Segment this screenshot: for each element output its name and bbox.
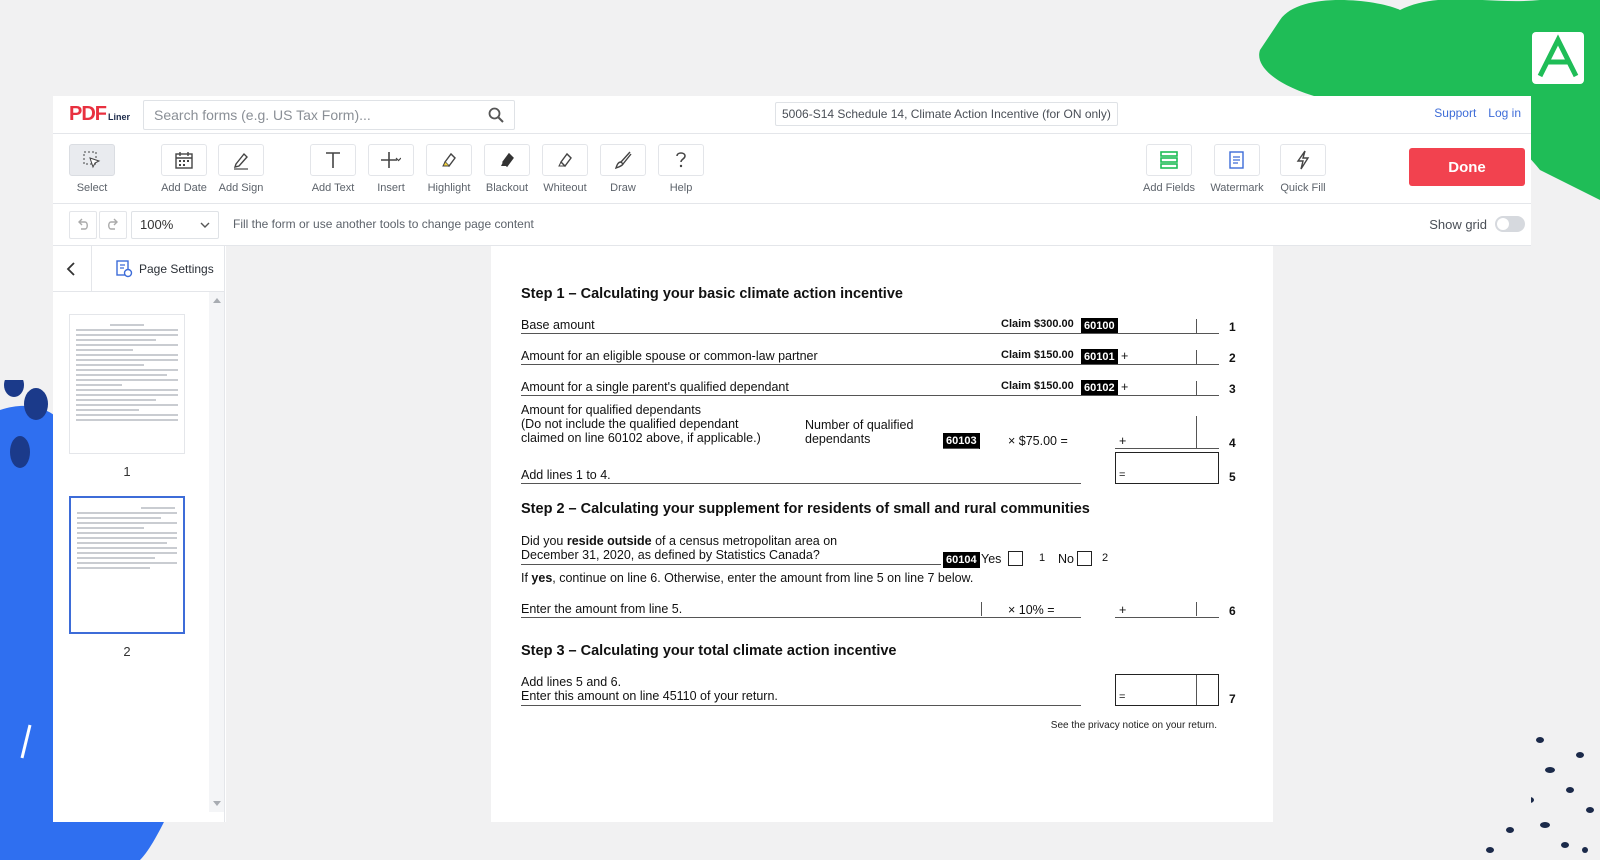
blackout-marker-icon	[497, 150, 517, 170]
form-page	[491, 246, 1273, 822]
step2-instruction-post: , continue on line 6. Otherwise, enter the amount from line 5 on line 7 below.	[552, 571, 974, 585]
header-links	[1434, 106, 1521, 120]
highlighter-icon	[439, 150, 459, 170]
line2-label: Amount for an eligible spouse or common-law partner	[521, 349, 818, 363]
page-settings-button[interactable]	[115, 260, 214, 278]
login-link[interactable]: Log in	[1488, 106, 1521, 120]
done-button[interactable]: Done	[1409, 148, 1525, 186]
search-input[interactable]	[154, 107, 488, 123]
add-fields-label: Add Fields	[1143, 182, 1195, 194]
line7-number: 7	[1229, 692, 1236, 706]
step2-question-bold: reside outside	[566, 534, 652, 548]
add-sign-label: Add Sign	[218, 182, 264, 194]
add-text-tool[interactable]	[304, 144, 362, 194]
select-label: Select	[76, 182, 108, 194]
chevron-down-icon	[200, 221, 210, 229]
sub-toolbar	[53, 204, 1531, 246]
no-checkbox[interactable]	[1077, 551, 1092, 566]
add-sign-tool[interactable]	[212, 144, 270, 194]
scroll-down-arrow-icon[interactable]	[213, 801, 221, 806]
line3-label: Amount for a single parent's qualified dependant	[521, 380, 789, 394]
step2-question-post: of a census metropolitan area on	[651, 534, 838, 548]
editor-hint: Fill the form or use another tools to change page content	[233, 217, 534, 231]
highlight-label: Highlight	[427, 182, 471, 194]
pdfliner-logo[interactable]	[69, 103, 130, 126]
line7-label-a: Add lines 5 and 6.	[521, 675, 622, 689]
line1-label: Base amount	[521, 318, 595, 332]
line1-number: 1	[1229, 320, 1236, 334]
yes-checkbox[interactable]	[1008, 551, 1023, 566]
line5-op: =	[1119, 469, 1126, 481]
redo-icon	[106, 218, 120, 232]
line6-label: Enter the amount from line 5.	[521, 602, 683, 616]
line2-number: 2	[1229, 351, 1236, 365]
logo-sub: Liner	[108, 112, 131, 122]
logo-main: PDF	[69, 103, 106, 125]
privacy-notice: See the privacy notice on your return.	[1050, 720, 1217, 731]
line5-label: Add lines 1 to 4.	[521, 468, 611, 482]
blackout-tool[interactable]	[478, 144, 536, 194]
step2-question-pre: Did you	[521, 534, 567, 548]
calendar-icon	[174, 150, 194, 170]
top-bar	[53, 96, 1531, 134]
toolbar	[53, 134, 1531, 204]
document-canvas	[226, 246, 1531, 822]
line2-code: 60101	[1081, 349, 1118, 365]
undo-button[interactable]	[69, 211, 97, 239]
whiteout-tool[interactable]	[536, 144, 594, 194]
quick-fill-label: Quick Fill	[1280, 182, 1326, 194]
text-icon	[323, 150, 343, 170]
show-grid-toggle[interactable]	[1429, 216, 1525, 232]
zoom-value: 100%	[140, 217, 174, 232]
step3-title: Step 3 – Calculating your total climate action incentive	[521, 643, 897, 659]
line2-op: +	[1121, 349, 1129, 363]
line4-label-a: Amount for qualified dependants	[521, 403, 701, 417]
select-tool[interactable]	[63, 144, 121, 194]
step2-instruction-bold: yes	[531, 571, 553, 585]
line4-number: 4	[1229, 436, 1236, 450]
line3-number: 3	[1229, 382, 1236, 396]
step2-question	[521, 534, 837, 548]
watermark-label: Watermark	[1210, 182, 1264, 194]
line6-number: 6	[1229, 604, 1236, 618]
step2-title: Step 2 – Calculating your supplement for residents of small and rural communities	[521, 501, 1090, 517]
yes-code: 1	[1039, 552, 1046, 564]
step1-title: Step 1 – Calculating your basic climate action incentive	[521, 286, 903, 302]
step2-instruction-pre: If	[521, 571, 532, 585]
signature-pen-icon	[231, 150, 251, 170]
line5-total-box[interactable]	[1115, 452, 1219, 484]
add-text-label: Add Text	[311, 182, 355, 194]
line4-count-b: dependants	[805, 432, 871, 446]
line3-op: +	[1121, 380, 1129, 394]
line3-claim: Claim $150.00	[1001, 380, 1074, 392]
line4-code: 60103	[943, 433, 980, 449]
line1-claim: Claim $300.00	[1001, 318, 1074, 330]
line3-code: 60102	[1081, 380, 1118, 396]
page-number-1: 1	[123, 464, 131, 479]
line4-op: +	[1119, 434, 1127, 448]
support-link[interactable]: Support	[1434, 106, 1477, 120]
editor-window	[53, 96, 1531, 822]
add-date-tool[interactable]	[155, 144, 213, 194]
help-tool[interactable]	[652, 144, 710, 194]
insert-label: Insert	[377, 182, 405, 194]
line7-op: =	[1119, 691, 1126, 703]
line4-count-a: Number of qualified	[805, 418, 914, 432]
no-label: No	[1058, 552, 1074, 566]
line5-number: 5	[1229, 470, 1236, 484]
draw-tool[interactable]	[594, 144, 652, 194]
help-label: Help	[669, 182, 693, 194]
line4-label-b: (Do not include the qualified dependant	[521, 417, 739, 431]
page-settings-label: Page Settings	[139, 262, 214, 276]
highlight-tool[interactable]	[420, 144, 478, 194]
watermark-icon	[1227, 150, 1247, 170]
page-sidebar	[53, 246, 225, 822]
add-date-label: Add Date	[161, 182, 207, 194]
scroll-up-arrow-icon[interactable]	[213, 298, 221, 303]
add-fields-tool[interactable]	[1140, 144, 1198, 194]
no-code: 2	[1102, 552, 1109, 564]
fields-icon	[1159, 150, 1179, 170]
lightning-icon	[1293, 150, 1313, 170]
step2-question-line2: December 31, 2020, as defined by Statistics Canada?	[521, 548, 820, 562]
page-thumbnail-1[interactable]	[69, 314, 185, 454]
plus-icon	[381, 150, 401, 170]
search-icon[interactable]	[488, 107, 504, 123]
pdf-brand-icon	[1532, 32, 1584, 84]
line6-op: +	[1119, 603, 1127, 617]
page-thumbnail-2[interactable]	[69, 496, 185, 634]
redo-button[interactable]	[99, 211, 127, 239]
question-icon	[671, 150, 691, 170]
blackout-label: Blackout	[485, 182, 529, 194]
grid-switch[interactable]	[1495, 216, 1525, 232]
page-number-2: 2	[123, 644, 131, 659]
zoom-select[interactable]	[131, 211, 219, 239]
document-title: 5006-S14 Schedule 14, Climate Action Incentive (for ON only)	[775, 102, 1118, 126]
line7-label-b: Enter this amount on line 45110 of your return.	[521, 689, 778, 703]
thumbnail-list	[53, 292, 209, 812]
line7-total-box[interactable]	[1115, 674, 1219, 706]
line1-code: 60100	[1081, 318, 1118, 334]
brush-icon	[613, 150, 633, 170]
line4-multiplier: × $75.00 =	[1008, 434, 1068, 448]
search-bar	[143, 100, 515, 130]
select-cursor-icon	[82, 150, 102, 170]
whiteout-label: Whiteout	[543, 182, 587, 194]
eraser-icon	[555, 150, 575, 170]
undo-icon	[76, 218, 90, 232]
watermark-tool[interactable]	[1208, 144, 1266, 194]
quick-fill-tool[interactable]	[1274, 144, 1332, 194]
sidebar-scrollbar[interactable]	[209, 292, 224, 812]
yes-label: Yes	[981, 552, 1002, 566]
line2-claim: Claim $150.00	[1001, 349, 1074, 361]
insert-tool[interactable]	[362, 144, 420, 194]
draw-label: Draw	[610, 182, 636, 194]
line6-multiplier: × 10% =	[1008, 603, 1055, 617]
show-grid-label: Show grid	[1429, 216, 1487, 232]
page-settings-icon	[115, 260, 133, 278]
line60104-code: 60104	[943, 552, 980, 568]
step2-instruction	[521, 571, 973, 585]
sidebar-header	[53, 246, 224, 292]
line4-label-c: claimed on line 60102 above, if applicable.)	[521, 431, 761, 445]
chevron-left-icon[interactable]	[63, 260, 81, 278]
